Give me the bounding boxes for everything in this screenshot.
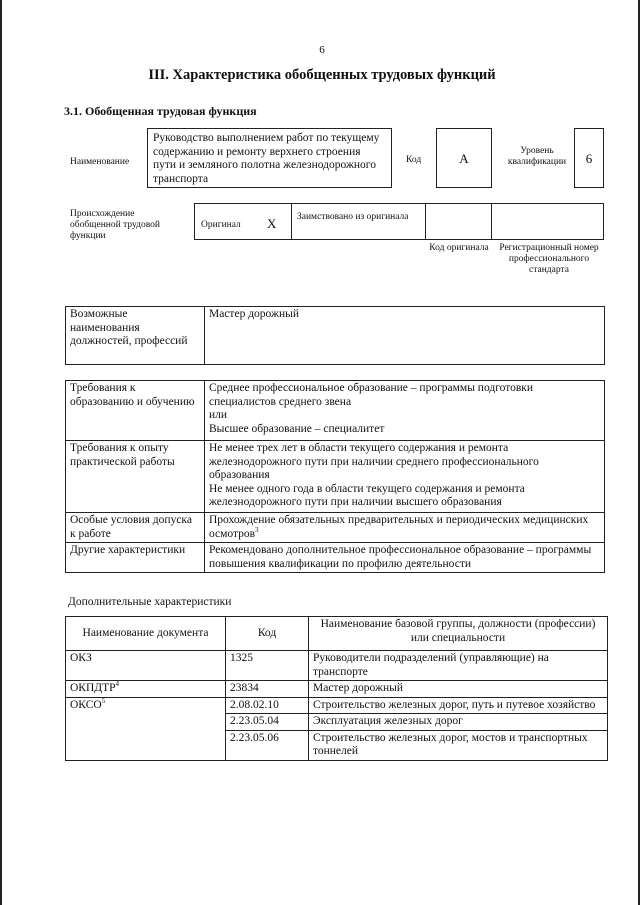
name-cell: Мастер дорожный (309, 681, 608, 698)
doc-name: ОКПДТР (70, 682, 116, 694)
name-cell: Строительство железных дорог, мостов и транспортных тоннелей (309, 730, 608, 760)
name-cell: Руководители подразделений (управляющие) на транспорте (309, 651, 608, 681)
requirement-label: Требования к образованию и обучению (66, 381, 205, 441)
footnote-mark: 3 (255, 525, 259, 534)
doc-cell (66, 651, 226, 681)
divider (291, 204, 292, 239)
code-cell: 2.23.05.04 (226, 714, 309, 731)
table-row (66, 697, 608, 714)
code-box (436, 128, 492, 188)
borrowed-label: Заимствовано из оригинала (297, 212, 409, 222)
name-cell: Эксплуатация железных дорог (309, 714, 608, 731)
requirement-value (205, 513, 605, 543)
requirement-text: Среднее профессиональное образование – программы подготовки специалистов среднего звена или Высшее образование – специалитет (209, 382, 534, 435)
level-label: Уровень квалификации (507, 146, 567, 167)
requirement-value (205, 543, 605, 573)
code-cell: 2.23.05.06 (226, 730, 309, 760)
page-number: 6 (319, 44, 325, 56)
doc-name: ОКСО (70, 698, 102, 711)
requirements-table (65, 380, 605, 573)
level-box (574, 128, 604, 188)
requirement-label: Требования к опыту практической работы (66, 441, 205, 513)
doc-cell (66, 681, 226, 698)
table-row (66, 681, 608, 698)
code-value: A (459, 151, 469, 166)
requirement-label: Особые условия допуска к работе (66, 513, 205, 543)
table-row (66, 651, 608, 681)
origin-box (194, 203, 604, 240)
doc-cell (66, 697, 226, 760)
code-original-label: Код оригинала (429, 243, 489, 253)
section-title: III. Характеристика обобщенных трудовых функций (148, 67, 496, 83)
footnote-mark: 4 (115, 680, 120, 689)
requirement-row (66, 543, 605, 573)
requirement-row (66, 441, 605, 513)
divider (491, 204, 492, 239)
original-label: Оригинал (201, 220, 241, 230)
requirement-value (205, 441, 605, 513)
additional-table (65, 616, 608, 761)
doc-name: ОКЗ (70, 652, 92, 664)
additional-title: Дополнительные характеристики (68, 596, 232, 608)
header-code: Код (226, 617, 309, 651)
code-cell: 1325 (226, 651, 309, 681)
header-doc: Наименование документа (66, 617, 226, 651)
positions-value: Мастер дорожный (205, 307, 605, 365)
divider (425, 204, 426, 239)
requirement-row (66, 381, 605, 441)
header-name: Наименование базовой группы, должности (профессии) или специальности (309, 617, 608, 651)
original-mark: X (267, 216, 277, 231)
name-cell: Строительство железных дорог, путь и путевое хозяйство (309, 697, 608, 714)
code-cell: 2.08.02.10 (226, 697, 309, 714)
requirement-value (205, 381, 605, 441)
footnote-mark: 5 (101, 696, 106, 705)
requirement-label: Другие характеристики (66, 543, 205, 573)
requirement-text: Прохождение обязательных предварительных и периодических медицинских осмотров (209, 514, 589, 540)
function-name-box (147, 128, 392, 188)
code-label: Код (406, 155, 422, 165)
subsection-title: 3.1. Обобщенная трудовая функция (64, 104, 257, 118)
name-label: Наименование (70, 157, 130, 167)
requirement-row (66, 513, 605, 543)
positions-label: Возможные наименования должностей, профессий (66, 307, 205, 365)
reg-number-label: Регистрационный номер профессионального стандарта (499, 243, 599, 275)
origin-label: Происхождение обобщенной трудовой функции (70, 209, 160, 241)
code-cell: 23834 (226, 681, 309, 698)
requirement-text: Рекомендовано дополнительное профессиональное образование – программы повышения квалификации по профилю деятельности (209, 544, 592, 570)
level-value: 6 (585, 151, 593, 166)
function-name-value: Руководство выполнением работ по текущему содержанию и ремонту верхнего строения пути и земляного полотна железнодорожного транспорта (153, 132, 380, 185)
requirement-text: Не менее трех лет в области текущего содержания и ремонта железнодорожного пути при наличии среднего профессионального образования Не менее одного года в области текущего содержания и ремонта железнодорожного пути при наличии высшего образования (209, 442, 539, 508)
positions-table (65, 306, 605, 365)
